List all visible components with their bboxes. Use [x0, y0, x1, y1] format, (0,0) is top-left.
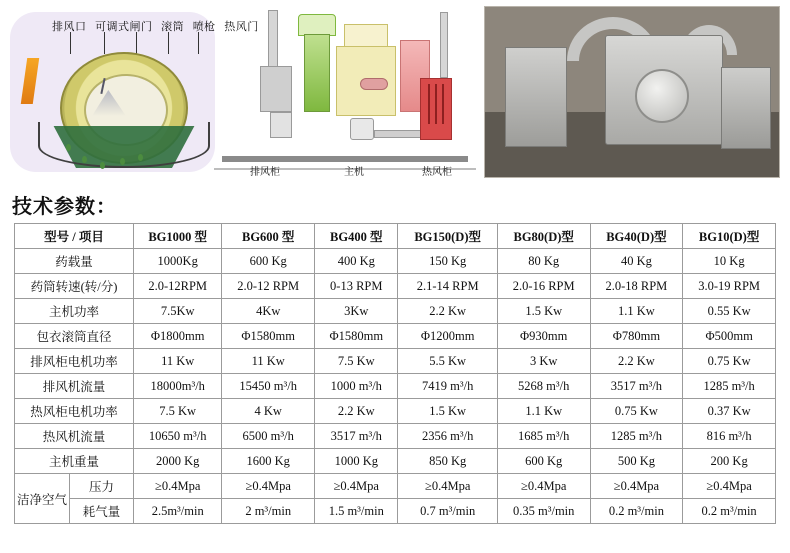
machine-schematic	[214, 6, 476, 178]
cell: 2.0-16 RPM	[497, 274, 590, 299]
header-cell-6: BG40(D)型	[590, 224, 683, 249]
cell: ≥0.4Mpa	[315, 474, 398, 499]
cell: 7.5Kw	[134, 299, 222, 324]
photo-drum-door	[635, 69, 689, 123]
cell: 0.55 Kw	[683, 299, 776, 324]
heater-fin-icon	[435, 84, 437, 124]
cell: 10650 m³/h	[134, 424, 222, 449]
cell: 4Kw	[222, 299, 315, 324]
product-photo	[484, 6, 780, 178]
page-title: 技术参数：	[12, 196, 117, 218]
table-row	[15, 274, 776, 299]
diagram-label-4: 热风门	[224, 21, 259, 33]
cell: 6500 m³/h	[222, 424, 315, 449]
drum-window-icon	[360, 78, 388, 90]
heater-fin-icon	[428, 84, 430, 124]
cell: 10 Kg	[683, 249, 776, 274]
header-cell-2: BG600 型	[222, 224, 315, 249]
cell: 0.37 Kw	[683, 399, 776, 424]
table-row	[15, 249, 776, 274]
row-label: 热风机流量	[15, 424, 134, 449]
header-cell-3: BG400 型	[315, 224, 398, 249]
tablet-speck	[120, 158, 125, 165]
header-cell-7: BG10(D)型	[683, 224, 776, 249]
cell: 3517 m³/h	[315, 424, 398, 449]
cell: 1685 m³/h	[497, 424, 590, 449]
diagram-label-3: 喷枪	[192, 21, 216, 33]
row-label: 压力	[70, 474, 134, 499]
label-leader-2	[136, 32, 137, 54]
machine-caption-1: 主机	[344, 167, 364, 178]
cell: 2.2 Kw	[315, 399, 398, 424]
cell: 1000 m³/h	[315, 374, 398, 399]
cell: 3Kw	[315, 299, 398, 324]
cell: 1.5 Kw	[497, 299, 590, 324]
cell: Φ1580mm	[222, 324, 315, 349]
photo-left-cabinet	[505, 47, 567, 147]
row-label: 药载量	[15, 249, 134, 274]
header-cell-5: BG80(D)型	[497, 224, 590, 249]
cell: 1.1 Kw	[590, 299, 683, 324]
cell: 80 Kg	[497, 249, 590, 274]
cell: 2.0-18 RPM	[590, 274, 683, 299]
row-label: 排风柜电机功率	[15, 349, 134, 374]
cell: 2.0-12RPM	[134, 274, 222, 299]
cell: 7419 m³/h	[398, 374, 497, 399]
cell: 2.2 Kw	[590, 349, 683, 374]
machine-caption-0: 排风柜	[250, 167, 280, 178]
pump-icon	[350, 118, 374, 140]
cell: 4 Kw	[222, 399, 315, 424]
cell: 3.0-19 RPM	[683, 274, 776, 299]
cell: Φ780mm	[590, 324, 683, 349]
diagram-label-0: 排风口	[52, 21, 87, 33]
cell: ≥0.4Mpa	[590, 474, 683, 499]
cell: ≥0.4Mpa	[134, 474, 222, 499]
cell: Φ1800mm	[134, 324, 222, 349]
cell: 1.1 Kw	[497, 399, 590, 424]
cell: 0-13 RPM	[315, 274, 398, 299]
cell: 5.5 Kw	[398, 349, 497, 374]
cell: 0.2 m³/min	[683, 499, 776, 524]
cell: 150 Kg	[398, 249, 497, 274]
row-label-group: 洁净空气	[15, 474, 70, 524]
cell: Φ1580mm	[315, 324, 398, 349]
tablet-speck	[138, 154, 143, 161]
cell: 1000 Kg	[315, 449, 398, 474]
hopper-icon	[298, 14, 336, 36]
cell: Φ1200mm	[398, 324, 497, 349]
cell: 1600 Kg	[222, 449, 315, 474]
cell: 2.2 Kw	[398, 299, 497, 324]
table-row	[15, 449, 776, 474]
heater-fin-icon	[442, 84, 444, 124]
row-label: 耗气量	[70, 499, 134, 524]
main-unit-top-icon	[344, 24, 388, 48]
label-leader-1	[104, 32, 105, 54]
cell: 816 m³/h	[683, 424, 776, 449]
label-leader-0	[70, 32, 71, 54]
cell: 600 Kg	[497, 449, 590, 474]
cell: 11 Kw	[134, 349, 222, 374]
cell: 0.2 m³/min	[590, 499, 683, 524]
cell: 7.5 Kw	[315, 349, 398, 374]
table-row	[15, 324, 776, 349]
label-leader-3	[168, 32, 169, 54]
row-label: 包衣滚筒直径	[15, 324, 134, 349]
table-row	[15, 349, 776, 374]
cell: 2.5m³/min	[134, 499, 222, 524]
process-diagram	[8, 6, 478, 178]
cell: 0.35 m³/min	[497, 499, 590, 524]
row-label: 排风机流量	[15, 374, 134, 399]
cell: 2.0-12 RPM	[222, 274, 315, 299]
cell: 7.5 Kw	[134, 399, 222, 424]
table-row-air-pressure	[15, 474, 776, 499]
cell: 3517 m³/h	[590, 374, 683, 399]
cell: 2356 m³/h	[398, 424, 497, 449]
table-row	[15, 399, 776, 424]
exhaust-pipe-icon	[268, 10, 278, 68]
cell: 2.1-14 RPM	[398, 274, 497, 299]
cell: 0.75 Kw	[590, 399, 683, 424]
cell: 1000Kg	[134, 249, 222, 274]
table-row	[15, 424, 776, 449]
spec-table-wrap	[0, 223, 790, 524]
cell: 15450 m³/h	[222, 374, 315, 399]
machine-caption-2: 热风柜	[422, 167, 452, 178]
table-header-row	[15, 224, 776, 249]
cell: 11 Kw	[222, 349, 315, 374]
cell: ≥0.4Mpa	[222, 474, 315, 499]
cell: 2 m³/min	[222, 499, 315, 524]
cell: 1.5 m³/min	[315, 499, 398, 524]
cell: 3 Kw	[497, 349, 590, 374]
header-cell-0: 型号 / 项目	[15, 224, 134, 249]
table-row	[15, 299, 776, 324]
cell: 400 Kg	[315, 249, 398, 274]
cell: 2000 Kg	[134, 449, 222, 474]
cell: 0.75 Kw	[683, 349, 776, 374]
cell: 40 Kg	[590, 249, 683, 274]
row-label: 药筒转速(转/分)	[15, 274, 134, 299]
machine-base	[222, 156, 468, 162]
cell: ≥0.4Mpa	[497, 474, 590, 499]
cell: 1285 m³/h	[683, 374, 776, 399]
diagram-label-1: 可调式闸门	[95, 21, 153, 33]
spec-table	[14, 223, 776, 524]
cell: 850 Kg	[398, 449, 497, 474]
cell: 1285 m³/h	[590, 424, 683, 449]
illustration-row	[0, 0, 790, 180]
table-row-air-consumption	[15, 499, 776, 524]
cell: 0.7 m³/min	[398, 499, 497, 524]
diagram-label-2: 滚筒	[161, 21, 185, 33]
cell: 18000m³/h	[134, 374, 222, 399]
row-label: 主机重量	[15, 449, 134, 474]
row-label: 热风柜电机功率	[15, 399, 134, 424]
table-row	[15, 374, 776, 399]
hot-air-riser-icon	[440, 12, 448, 78]
cell: ≥0.4Mpa	[683, 474, 776, 499]
tablet-speck	[66, 144, 71, 151]
header-cell-4: BG150(D)型	[398, 224, 497, 249]
cell: 200 Kg	[683, 449, 776, 474]
cell: Φ500mm	[683, 324, 776, 349]
label-leader-4	[198, 32, 199, 54]
cell: Φ930mm	[497, 324, 590, 349]
cell: 600 Kg	[222, 249, 315, 274]
feed-column-icon	[304, 34, 330, 112]
photo-right-cabinet	[721, 67, 771, 149]
tablet-speck	[100, 162, 105, 169]
row-label: 主机功率	[15, 299, 134, 324]
tablet-speck	[82, 156, 87, 163]
exhaust-cabinet-base-icon	[270, 112, 292, 138]
header-cell-1: BG1000 型	[134, 224, 222, 249]
cell: 5268 m³/h	[497, 374, 590, 399]
cell: 1.5 Kw	[398, 399, 497, 424]
exhaust-cabinet-icon	[260, 66, 292, 112]
cell: ≥0.4Mpa	[398, 474, 497, 499]
cell: 500 Kg	[590, 449, 683, 474]
